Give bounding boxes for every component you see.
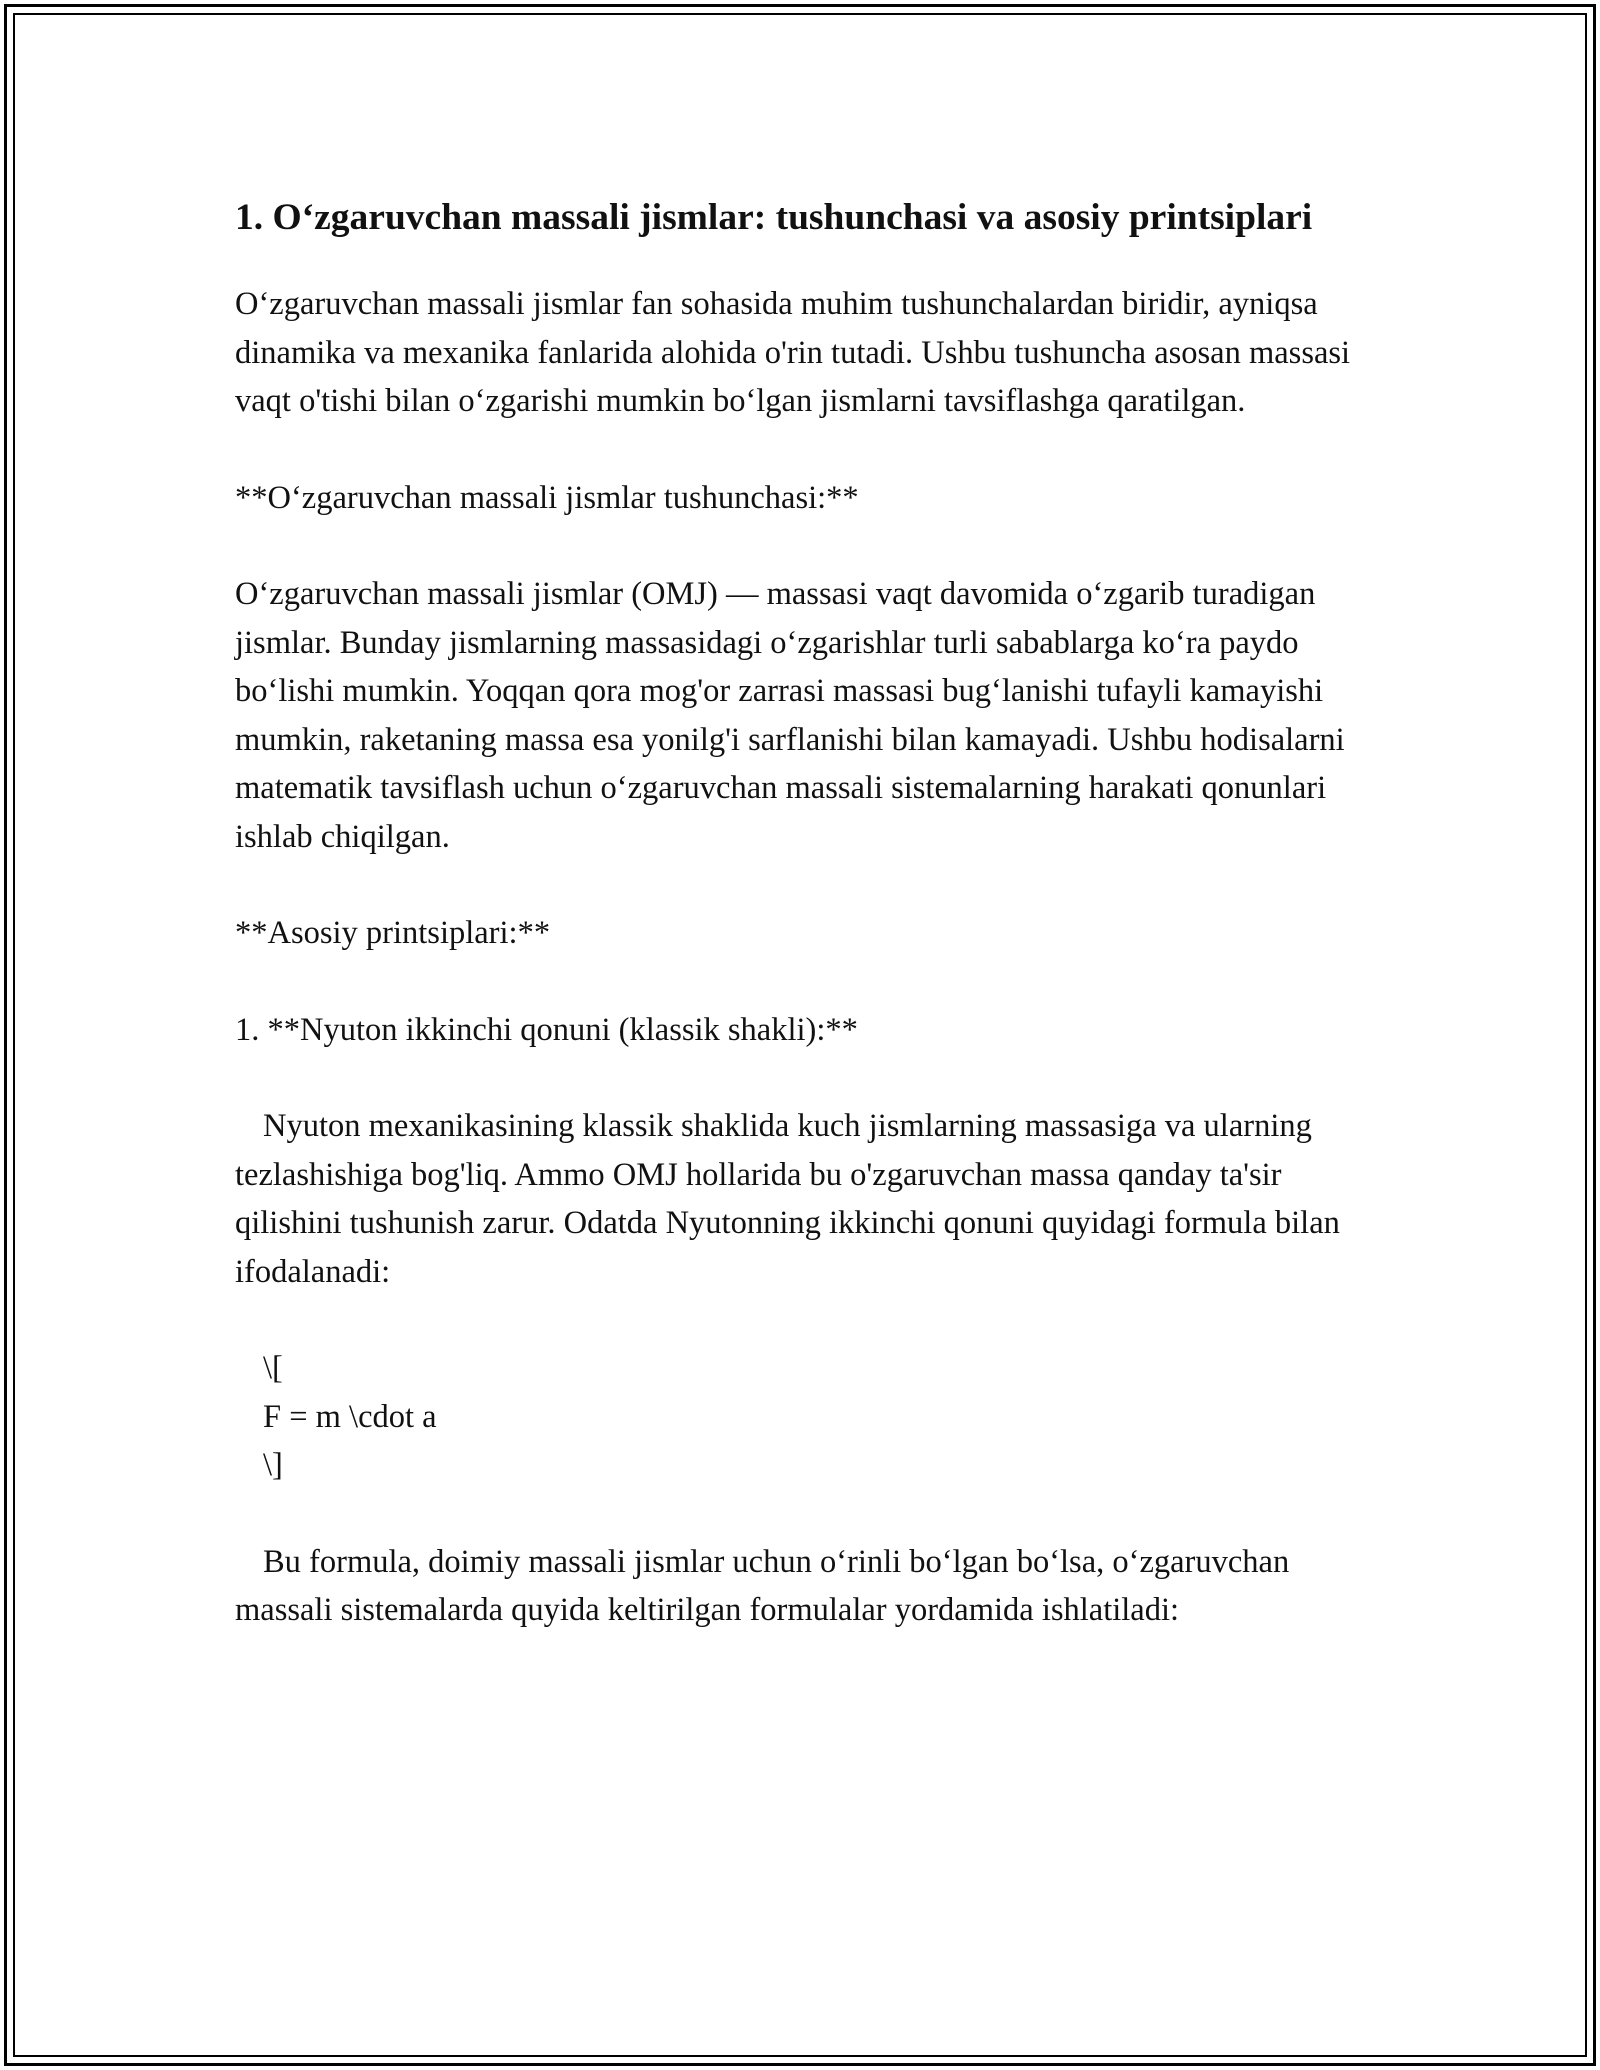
newton-law-paragraph: Nyuton mexanikasining klassik shaklida kuch jismlarning massasiga va ularning tezlashishiga bog'liq. Ammo OMJ hollarida bu o'zgaruvchan massa qanday ta'sir qilishini tushunish zarur. Odatda Nyutonning ikkinchi qonuni quyidagi formula bilan ifodalanadi:	[235, 1108, 1340, 1290]
definition-paragraph: O‘zgaruvchan massali jismlar (OMJ) — massasi vaqt davomida o‘zgarib turadigan jismlar. Bunday jismlarning massasidagi o‘zgarishlar turli sabablarga ko‘ra paydo bo‘lishi mumkin. Yoqqan qora mog'or zarrasi massasi bug‘lanishi tufayli kamayishi mumkin, raketaning massa esa yonilg'i sarflanishi bilan kamayadi. Ushbu hodisalarni matematik tavsiflash uchun o‘zgaruvchan massali sistemalarning harakati qonunlari ishlab chiqilgan.	[235, 576, 1345, 855]
formula-block	[263, 1344, 1365, 1490]
newton-law-item: 1. **Nyuton ikkinchi qonuni (klassik shakli):**	[235, 1011, 858, 1048]
closing-paragraph: Bu formula, doimiy massali jismlar uchun o‘rinli bo‘lgan bo‘lsa, o‘zgaruvchan massali sistemalarda quyida keltirilgan formulalar yordamida ishlatiladi:	[235, 1543, 1290, 1628]
section-heading: 1. O‘zgaruvchan massali jismlar: tushunchasi va asosiy printsiplari	[235, 197, 1313, 238]
principles-subheading: **Asosiy printsiplari:**	[235, 915, 551, 951]
formula-close: \]	[263, 1447, 283, 1483]
formula-body: F = m \cdot a	[263, 1398, 437, 1435]
document-body	[235, 190, 1365, 1683]
formula-open: \[	[263, 1350, 283, 1386]
concept-subheading: **O‘zgaruvchan massali jismlar tushunchasi:**	[235, 479, 859, 516]
intro-paragraph: O‘zgaruvchan massali jismlar fan sohasida muhim tushunchalardan biridir, ayniqsa dinamika va mexanika fanlarida alohida o'rin tutadi. Ushbu tushuncha asosan massasi vaqt o'tishi bilan o‘zgarishi mumkin bo‘lgan jismlarni tavsiflashga qaratilgan.	[235, 286, 1351, 419]
